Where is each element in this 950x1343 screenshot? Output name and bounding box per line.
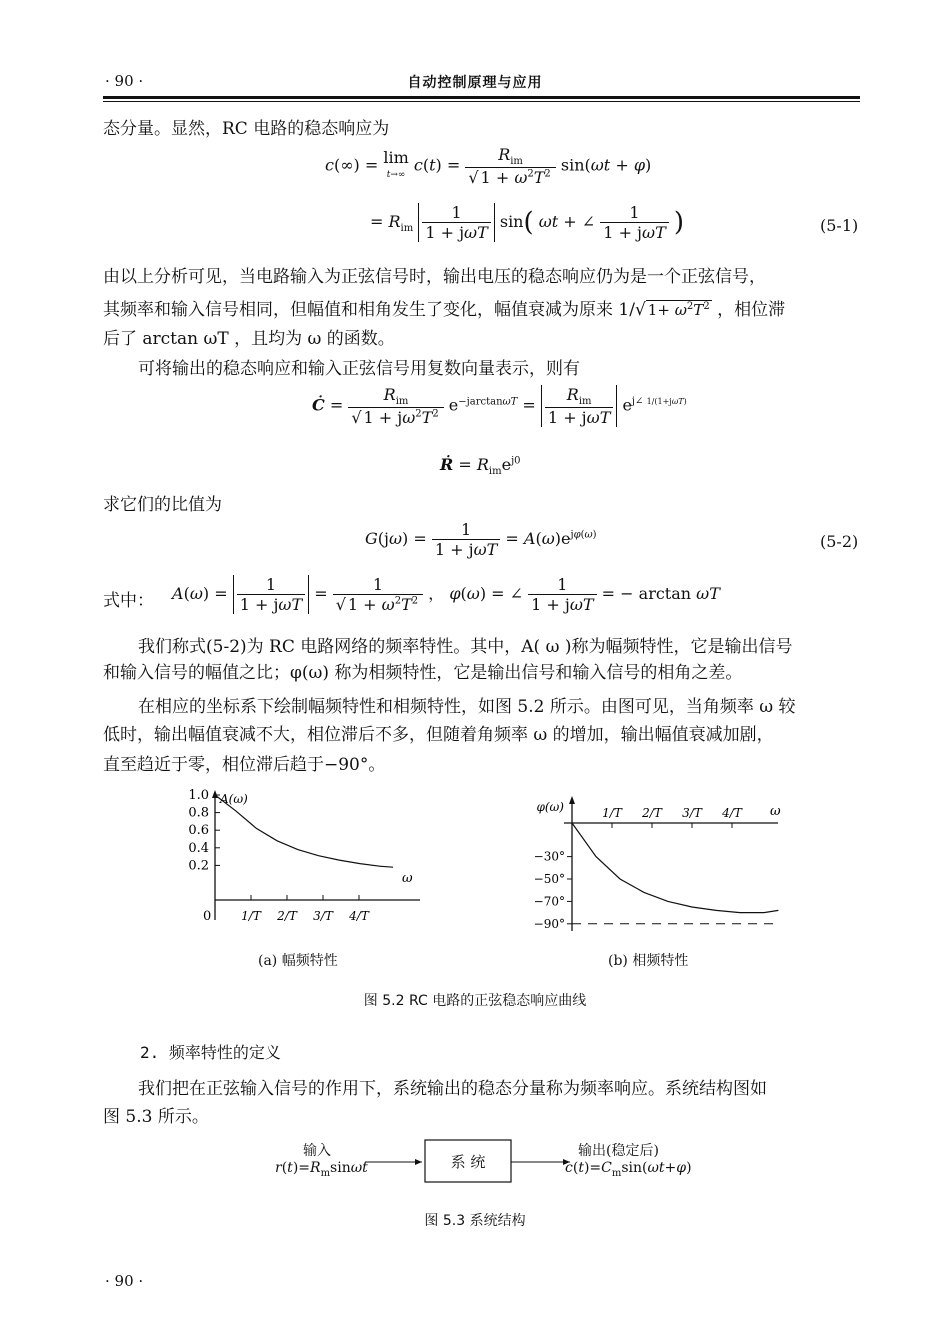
x-tick-label: 2/T — [277, 909, 297, 923]
input-arrowhead — [415, 1159, 422, 1165]
y-tick-label: −70° — [533, 894, 565, 909]
text-span: 其频率和输入信号相同，但幅值和相角发生了变化，幅值衰减为原来 — [103, 300, 613, 320]
paragraph: 后了 arctan ωT ，且均为 ω 的函数。 — [103, 329, 395, 349]
section-heading: 2. 频率特性的定义 — [140, 1043, 281, 1062]
y-tick-label: −30° — [533, 849, 565, 864]
paragraph: 图 5.3 所示。 — [103, 1107, 209, 1127]
y-tick-label: 0.2 — [188, 858, 209, 874]
y-axis-label: A(ω) — [220, 792, 248, 806]
y-tick-label: −50° — [533, 872, 565, 886]
equation-frequency-characteristic: G(jω) = $\frac{1}{\text{1 + jωT}}$ = $A(\omega)e^{j\varphi(\omega)}$ — [365, 520, 597, 559]
paragraph: 我们把在正弦输入信号的作用下，系统输出的稳态分量称为频率响应。系统结构图如 — [138, 1079, 767, 1099]
text-span: ，相位滞 — [717, 300, 786, 320]
inline-formula: 1/√ $1+ \omega^2T^2$ — [618, 300, 710, 320]
origin-label: 0 — [203, 909, 212, 924]
paragraph: 低时，输出幅值衰减不大，相位滞后不多，但随着角频率 ω 的增加，输出幅值衰减加剧， — [103, 725, 774, 745]
x-tick-label: 1/T — [602, 806, 622, 820]
paragraph: 求它们的比值为 — [103, 495, 222, 515]
paragraph: 我们称式(5-2)为 RC 电路网络的频率特性。其中，A( ω )称为幅频特性，它是输出信号 — [138, 637, 793, 657]
y-tick-label: 0.8 — [188, 805, 209, 821]
equation-steady-state-limit: c(∞) = lim t→∞ c(t) = $\frac{R_{im}}{√ 1 + \omega^2T^2}$ sin(ωt + φ) — [325, 145, 652, 188]
input-label: 输入 — [303, 1143, 331, 1159]
x-tick-label: 3/T — [682, 806, 702, 820]
equation-steady-state-magnitude: = $R_{im}$ $\frac{1}{\text{1 + jωT}}$ sin( ωt + ∠ $\frac{1}{\text{1 + jωT}}$ ) — [370, 203, 684, 242]
phase-frequency-chart — [520, 795, 795, 935]
x-axis-label: ω — [770, 804, 781, 819]
page-number-top: · 90 · — [105, 72, 144, 90]
figure-caption: 图 5.3 系统结构 — [424, 1213, 526, 1229]
paragraph: 由以上分析可见，当电路输入为正弦信号时，输出电压的稳态响应仍为是一个正弦信号， — [103, 267, 766, 287]
equation-number: (5-2) — [820, 532, 859, 551]
paragraph: 可将输出的稳态响应和输入正弦信号用复数向量表示，则有 — [138, 359, 580, 379]
input-formula: $r(t)=R_m\sin\omega t$ — [275, 1160, 368, 1179]
equation-number: (5-1) — [820, 216, 859, 235]
book-title: 自动控制原理与应用 — [407, 75, 543, 91]
y-axis-arrowhead — [569, 796, 575, 804]
y-tick-label: 0.6 — [188, 823, 209, 839]
y-axis-label: φ(ω) — [536, 800, 564, 814]
x-tick-label: 1/T — [241, 909, 261, 923]
system-label: 系 统 — [450, 1153, 486, 1171]
where-label: 式中： — [103, 591, 154, 611]
paragraph-line — [103, 292, 860, 325]
header-rule-thin — [103, 101, 860, 102]
equation-amplitude-phase-definitions: A(ω) = $\frac{1}{\text{1 + jωT}}$ = $\frac{1}{√ 1 + \omega^2T^2}$ ， φ(ω) = ∠ $\frac{1}{\text{1 + jωT}}$ = − arctan ωT — [172, 575, 720, 614]
output-label: 输出(稳定后) — [578, 1143, 659, 1159]
equation-output-phasor: Ċ = $\frac{R_{im}}{√ 1 + j\omega^2T^2}$ $e^{-jarctan\omega T}$ = $\frac{R_{im}}{\text{1 + jωT}}$ $e^{j\angle 1/(1+j\omega T)}$ — [312, 385, 687, 428]
output-formula: $c(t)=C_m\sin(\omega t+\varphi)$ — [565, 1160, 692, 1179]
paragraph: 态分量。显然，RC 电路的稳态响应为 — [103, 119, 390, 139]
subfigure-caption-a: (a) 幅频特性 — [258, 953, 338, 969]
phase-curve — [572, 823, 778, 913]
figure-caption: 图 5.2 RC 电路的正弦稳态响应曲线 — [363, 993, 587, 1009]
amplitude-frequency-chart — [165, 785, 445, 935]
paragraph: 在相应的坐标系下绘制幅频特性和相频特性，如图 5.2 所示。由图可见，当角频率 ω 较 — [138, 697, 796, 717]
paragraph: 和输入信号的幅值之比；φ(ω) 称为相频特性，它是输出信号和输入信号的相角之差。 — [103, 663, 743, 683]
y-tick-label: −90° — [533, 916, 565, 931]
paragraph: 直至趋近于零，相位滞后趋于−90°。 — [103, 755, 386, 775]
x-tick-label: 4/T — [349, 909, 369, 923]
subfigure-caption-b: (b) 相频特性 — [608, 953, 689, 969]
x-tick-label: 3/T — [313, 909, 333, 923]
x-axis-label: ω — [402, 871, 413, 886]
page-number-bottom: · 90 · — [105, 1272, 144, 1290]
header-rule — [103, 96, 860, 99]
y-tick-label: 0.4 — [188, 840, 209, 856]
equation-input-phasor: Ṙ = $R_{im}e^{j0}$ — [440, 455, 521, 478]
x-tick-label: 4/T — [722, 806, 742, 820]
y-tick-label: 1.0 — [188, 788, 209, 803]
x-tick-label: 2/T — [642, 806, 662, 820]
